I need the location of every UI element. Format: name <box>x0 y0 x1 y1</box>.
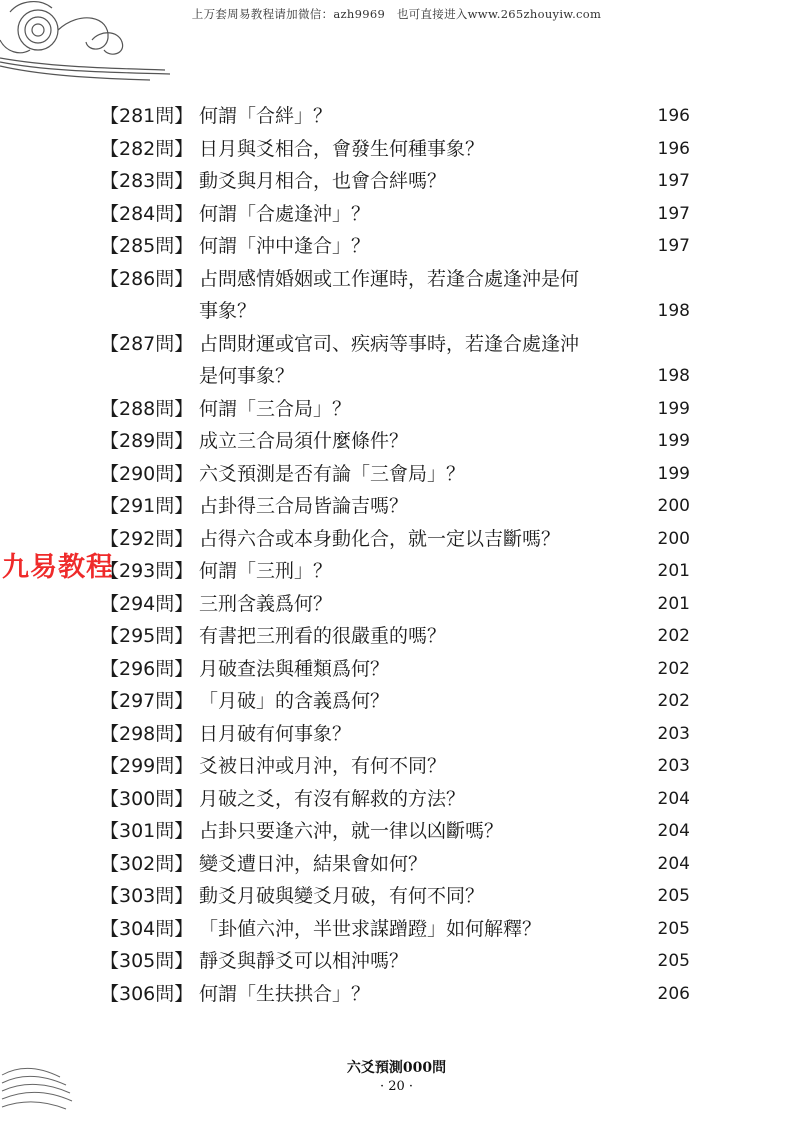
question-text-block <box>199 263 690 328</box>
question-number: 【288問】 <box>100 397 194 420</box>
question-number: 【292問】 <box>100 527 194 550</box>
toc-entry <box>100 458 690 491</box>
page-number: · 20 · <box>379 1079 414 1094</box>
page-ref: 203 <box>657 723 690 744</box>
question-text: 靜爻與靜爻可以相沖嗎？ <box>199 950 409 972</box>
question-text: 占卦只要逢六沖，就一律以凶斷嗎？ <box>199 820 504 842</box>
toc-entry <box>100 945 690 978</box>
toc-entry <box>100 555 690 588</box>
table-of-contents <box>100 100 690 1010</box>
page-ref: 204 <box>657 853 690 874</box>
page-ref: 196 <box>657 106 690 126</box>
question-number: 【293問】 <box>100 560 194 582</box>
question-number: 【306問】 <box>100 982 194 1005</box>
question-number: 【286問】 <box>100 267 194 290</box>
toc-entry <box>100 978 690 1011</box>
watermark-text: 九易教程 <box>2 552 114 583</box>
question-number: 【299問】 <box>100 755 194 777</box>
question-number: 【282問】 <box>100 137 194 160</box>
page-ref: 205 <box>657 886 690 906</box>
toc-entry <box>100 620 690 653</box>
question-text: 爻被日沖或月沖，有何不同？ <box>199 755 447 777</box>
toc-entry <box>100 165 690 198</box>
toc-entry <box>100 880 690 913</box>
toc-entry <box>100 750 690 783</box>
question-text-block <box>199 328 690 393</box>
question-number: 【296問】 <box>100 657 194 680</box>
toc-entry <box>100 230 690 263</box>
page-ref: 202 <box>657 626 690 646</box>
toc-entry <box>100 848 690 881</box>
question-number: 【295問】 <box>100 625 194 647</box>
toc-entry <box>100 913 690 946</box>
page-ref: 202 <box>657 691 690 711</box>
question-number: 【300問】 <box>100 787 194 810</box>
toc-entry <box>100 523 690 556</box>
page-ref: 197 <box>657 203 690 224</box>
question-text: 何謂「沖中逢合」？ <box>199 235 371 257</box>
toc-entry <box>100 100 690 133</box>
page-ref: 198 <box>657 366 690 386</box>
toc-entry <box>100 198 690 231</box>
question-text: 月破之爻，有沒有解救的方法？ <box>199 787 466 810</box>
question-text: 占得六合或本身動化合，就一定以吉斷嗎？ <box>199 527 561 550</box>
question-number: 【305問】 <box>100 950 194 972</box>
question-number: 【284問】 <box>100 202 194 225</box>
question-text: 「月破」的含義爲何？ <box>199 690 390 712</box>
question-text: 何謂「生扶拱合」？ <box>199 982 371 1005</box>
page-ref: 198 <box>657 301 690 321</box>
toc-entry <box>100 685 690 718</box>
question-text: 占問財運或官司、疾病等事時，若逢合處逢沖 <box>199 332 580 355</box>
question-text-continued: 是何事象？ <box>199 365 295 387</box>
question-number: 【289問】 <box>100 430 194 452</box>
page-ref: 202 <box>657 658 690 679</box>
question-text: 占問感情婚姻或工作運時，若逢合處逢沖是何 <box>199 267 580 290</box>
question-text: 何謂「三合局」？ <box>199 397 352 420</box>
page-ref: 205 <box>657 951 690 971</box>
question-number: 【290問】 <box>100 462 194 485</box>
question-number: 【285問】 <box>100 235 194 257</box>
header-note: 上万套周易教程请加微信：azh9969 也可直接进入www.265zhouyiw.com <box>191 7 602 21</box>
question-text: 變爻遭日沖，結果會如何？ <box>199 852 428 875</box>
question-number: 【281問】 <box>100 105 194 127</box>
page-ref: 204 <box>657 821 690 841</box>
page-ref: 205 <box>657 918 690 939</box>
question-text: 三刑含義爲何？ <box>199 592 333 615</box>
question-text: 成立三合局須什麼條件？ <box>199 430 409 452</box>
question-number: 【304問】 <box>100 917 194 940</box>
toc-entry <box>100 263 690 328</box>
question-text: 何謂「三刑」？ <box>199 560 333 582</box>
toc-entry <box>100 133 690 166</box>
question-text: 動爻月破與變爻月破，有何不同？ <box>199 885 485 907</box>
page-ref: 201 <box>657 561 690 581</box>
page-ref: 206 <box>657 983 690 1004</box>
page-ref: 203 <box>657 756 690 776</box>
question-number: 【287問】 <box>100 332 194 355</box>
question-number: 【294問】 <box>100 592 194 615</box>
question-text: 日月與爻相合，會發生何種事象？ <box>199 137 485 160</box>
question-number: 【291問】 <box>100 495 194 517</box>
question-text: 日月破有何事象？ <box>199 722 352 745</box>
question-text: 占卦得三合局皆論吉嗎？ <box>199 495 409 517</box>
book-title: 六爻預測000問 <box>346 1060 447 1076</box>
question-text-continued: 事象？ <box>199 300 257 322</box>
toc-entry <box>100 425 690 458</box>
question-text-continued-line <box>199 360 690 393</box>
toc-entry <box>100 783 690 816</box>
toc-entry <box>100 490 690 523</box>
toc-entry <box>100 588 690 621</box>
question-number: 【301問】 <box>100 820 194 842</box>
toc-entry <box>100 393 690 426</box>
toc-entry <box>100 653 690 686</box>
page-ref: 200 <box>657 496 690 516</box>
question-text: 月破查法與種類爲何？ <box>199 657 390 680</box>
page-ref: 197 <box>657 171 690 191</box>
page-ref: 199 <box>657 431 690 451</box>
question-text: 六爻預測是否有論「三會局」？ <box>199 462 466 485</box>
toc-entry <box>100 328 690 393</box>
question-number: 【297問】 <box>100 690 194 712</box>
question-number: 【302問】 <box>100 852 194 875</box>
question-text: 何謂「合絆」？ <box>199 105 333 127</box>
page-ref: 201 <box>657 593 690 614</box>
question-text: 動爻與月相合，也會合絆嗎？ <box>199 170 447 192</box>
page-ref: 200 <box>657 528 690 549</box>
page-ref: 199 <box>657 463 690 484</box>
question-text-continued-line <box>199 295 690 328</box>
question-text: 何謂「合處逢沖」？ <box>199 202 371 225</box>
question-number: 【298問】 <box>100 722 194 745</box>
toc-entry <box>100 815 690 848</box>
page-ref: 197 <box>657 236 690 256</box>
page-ref: 196 <box>657 138 690 159</box>
page-ref: 199 <box>657 398 690 419</box>
question-text: 有書把三刑看的很嚴重的嗎？ <box>199 625 447 647</box>
question-text: 「卦値六沖，半世求謀蹭蹬」如何解釋？ <box>199 917 542 940</box>
page-ref: 204 <box>657 788 690 809</box>
question-number: 【283問】 <box>100 170 194 192</box>
question-number: 【303問】 <box>100 885 194 907</box>
toc-entry <box>100 718 690 751</box>
